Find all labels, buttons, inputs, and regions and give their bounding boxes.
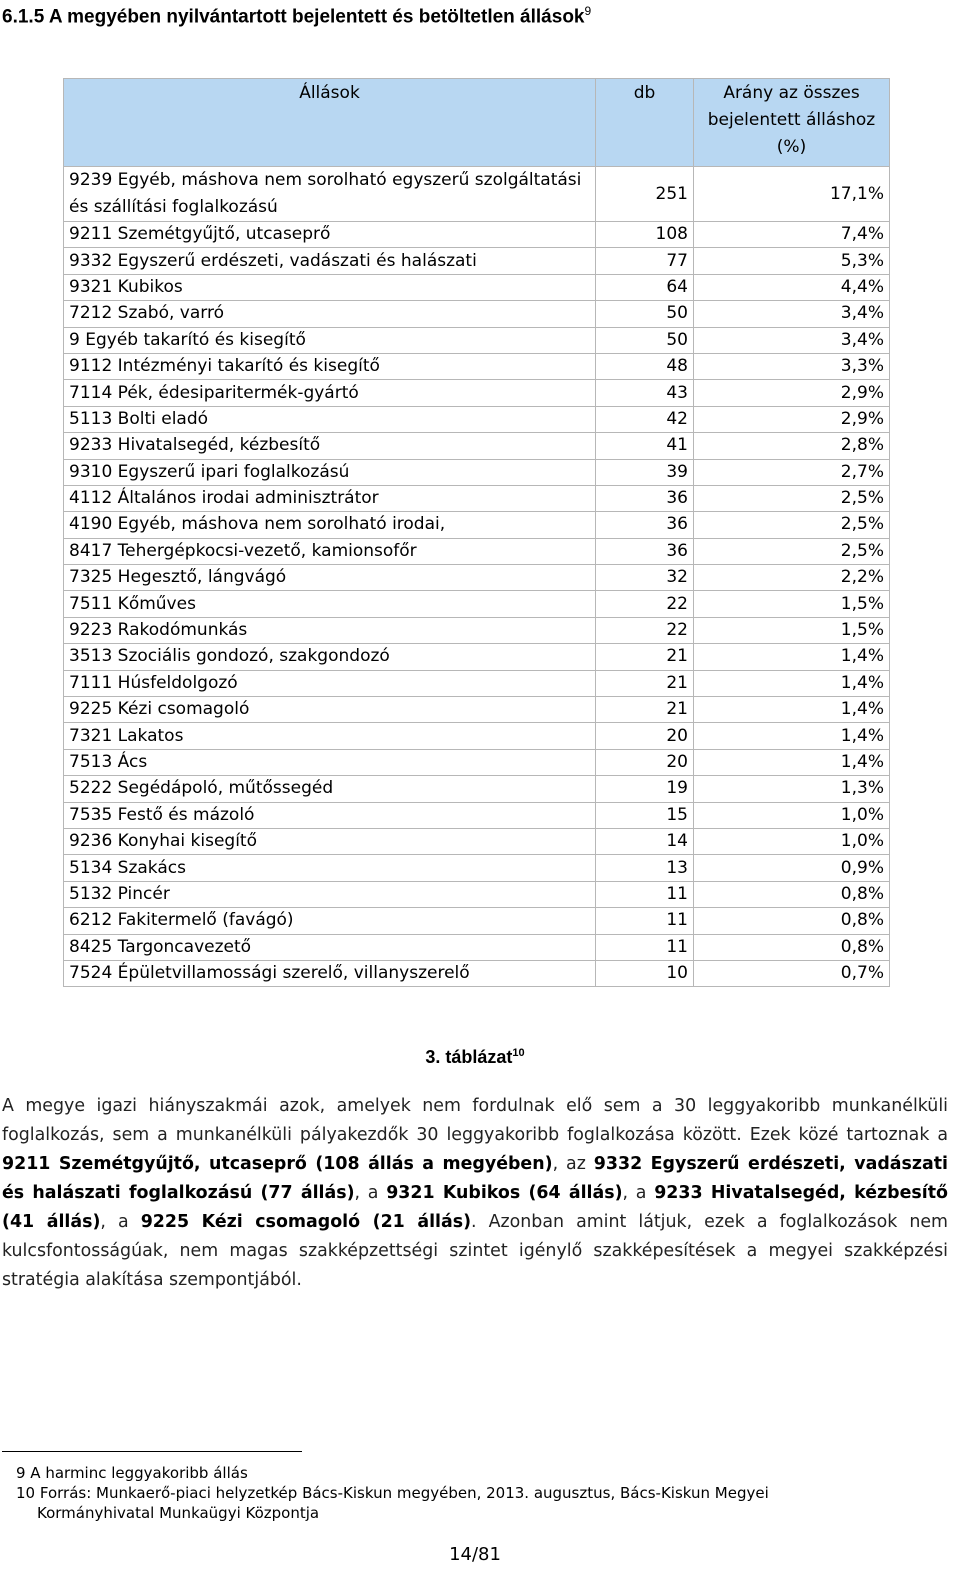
ratio-cell: 2,9%	[694, 380, 890, 406]
count-cell: 10	[596, 960, 694, 986]
table-row	[64, 301, 890, 327]
table-row	[64, 934, 890, 960]
count-cell: 19	[596, 776, 694, 802]
page-number: 14/81	[449, 1544, 501, 1565]
ratio-cell: 2,5%	[694, 538, 890, 564]
table-row	[64, 881, 890, 907]
job-cell: 5132 Pincér	[64, 881, 596, 907]
count-cell: 108	[596, 222, 694, 248]
table-row	[64, 538, 890, 564]
table-row	[64, 802, 890, 828]
table-row	[64, 485, 890, 511]
ratio-cell: 0,8%	[694, 908, 890, 934]
ratio-cell: 4,4%	[694, 274, 890, 300]
job-cell: 9321 Kubikos	[64, 274, 596, 300]
paragraph-emphasis: 9332 Egyszerű erdészeti, vadászati és halászati foglalkozású (77 állás)	[2, 1154, 948, 1203]
table-caption	[0, 1047, 950, 1068]
ratio-cell: 2,5%	[694, 485, 890, 511]
ratio-cell: 1,3%	[694, 776, 890, 802]
ratio-cell: 1,4%	[694, 670, 890, 696]
footnote-10	[16, 1483, 948, 1523]
job-cell: 7212 Szabó, varró	[64, 301, 596, 327]
count-cell: 15	[596, 802, 694, 828]
ratio-cell: 3,4%	[694, 301, 890, 327]
job-cell: 8417 Tehergépkocsi-vezető, kamionsofőr	[64, 538, 596, 564]
footnote-10-line2: Kormányhivatal Munkaügyi Központja	[37, 1504, 320, 1522]
paragraph-text: , a	[354, 1183, 387, 1203]
paragraph-emphasis: 9321 Kubikos (64 állás)	[386, 1183, 623, 1203]
table-row	[64, 248, 890, 274]
table-body	[64, 167, 890, 987]
ratio-cell: 7,4%	[694, 222, 890, 248]
job-cell: 4112 Általános irodai adminisztrátor	[64, 485, 596, 511]
ratio-cell: 3,3%	[694, 353, 890, 379]
table-row	[64, 617, 890, 643]
job-cell: 9310 Egyszerű ipari foglalkozású	[64, 459, 596, 485]
ratio-cell: 2,8%	[694, 433, 890, 459]
ratio-cell: 1,0%	[694, 828, 890, 854]
count-cell: 50	[596, 301, 694, 327]
paragraph-text: , az	[552, 1154, 594, 1174]
footnote-divider	[2, 1451, 302, 1452]
table-row	[64, 167, 890, 222]
job-cell: 5222 Segédápoló, műtőssegéd	[64, 776, 596, 802]
ratio-cell: 1,5%	[694, 617, 890, 643]
table-row	[64, 433, 890, 459]
ratio-cell: 1,4%	[694, 644, 890, 670]
paragraph-emphasis: 9233 Hivatalsegéd, kézbesítő (41 állás)	[2, 1183, 948, 1232]
ratio-cell: 2,2%	[694, 565, 890, 591]
header-db: db	[596, 79, 694, 167]
table-row	[64, 855, 890, 881]
count-cell: 21	[596, 644, 694, 670]
header-ratio: Arány az összes bejelentett álláshoz (%)	[694, 79, 890, 167]
table-row	[64, 380, 890, 406]
count-cell: 32	[596, 565, 694, 591]
ratio-cell: 2,7%	[694, 459, 890, 485]
table-row	[64, 960, 890, 986]
count-cell: 11	[596, 908, 694, 934]
count-cell: 21	[596, 697, 694, 723]
job-cell: 5134 Szakács	[64, 855, 596, 881]
footnote-9: 9 A harminc leggyakoribb állás	[16, 1464, 248, 1482]
count-cell: 13	[596, 855, 694, 881]
table-row	[64, 274, 890, 300]
table-row	[64, 353, 890, 379]
count-cell: 48	[596, 353, 694, 379]
footnote-ref-10: 10	[512, 1047, 525, 1059]
table-row	[64, 670, 890, 696]
ratio-cell: 17,1%	[694, 167, 890, 222]
job-cell: 7111 Húsfeldolgozó	[64, 670, 596, 696]
count-cell: 22	[596, 591, 694, 617]
ratio-cell: 5,3%	[694, 248, 890, 274]
body-paragraph	[2, 1092, 948, 1295]
job-cell: 7114 Pék, édesiparitermék-gyártó	[64, 380, 596, 406]
count-cell: 42	[596, 406, 694, 432]
header-jobs: Állások	[64, 79, 596, 167]
jobs-table	[63, 78, 890, 987]
job-cell: 7535 Festő és mázoló	[64, 802, 596, 828]
paragraph-emphasis: 9225 Kézi csomagoló (21 állás)	[140, 1212, 472, 1232]
ratio-cell: 2,9%	[694, 406, 890, 432]
table-row	[64, 565, 890, 591]
table-row	[64, 327, 890, 353]
count-cell: 77	[596, 248, 694, 274]
count-cell: 43	[596, 380, 694, 406]
count-cell: 20	[596, 749, 694, 775]
job-cell: 3513 Szociális gondozó, szakgondozó	[64, 644, 596, 670]
table-row	[64, 406, 890, 432]
job-cell: 9233 Hivatalsegéd, kézbesítő	[64, 433, 596, 459]
paragraph-text: . Azonban amint látjuk, ezek a foglalkozások nem kulcsfontosságúak, nem magas szakképzettségi szintet igénylő szakképesítések a megyei szakképzési stratégia alakítása szempontjából.	[2, 1212, 948, 1290]
table-row	[64, 512, 890, 538]
count-cell: 20	[596, 723, 694, 749]
job-cell: 7513 Ács	[64, 749, 596, 775]
ratio-cell: 3,4%	[694, 327, 890, 353]
job-cell: 6212 Fakitermelő (favágó)	[64, 908, 596, 934]
count-cell: 11	[596, 881, 694, 907]
ratio-cell: 1,4%	[694, 749, 890, 775]
ratio-cell: 0,7%	[694, 960, 890, 986]
footnote-ref-9: 9	[584, 4, 592, 18]
job-cell: 9239 Egyéb, máshova nem sorolható egyszerű szolgáltatási és szállítási foglalkozású	[64, 167, 596, 222]
job-cell: 9 Egyéb takarító és kisegítő	[64, 327, 596, 353]
job-cell: 7321 Lakatos	[64, 723, 596, 749]
count-cell: 36	[596, 538, 694, 564]
count-cell: 36	[596, 512, 694, 538]
table-row	[64, 459, 890, 485]
count-cell: 14	[596, 828, 694, 854]
footnote-10-line1: 10 Forrás: Munkaerő-piaci helyzetkép Bács-Kiskun megyében, 2013. augusztus, Bács-Kiskun Megyei	[16, 1484, 769, 1502]
ratio-cell: 1,4%	[694, 697, 890, 723]
job-cell: 9225 Kézi csomagoló	[64, 697, 596, 723]
job-cell: 7325 Hegesztő, lángvágó	[64, 565, 596, 591]
job-cell: 9112 Intézményi takarító és kisegítő	[64, 353, 596, 379]
ratio-cell: 1,5%	[694, 591, 890, 617]
count-cell: 50	[596, 327, 694, 353]
job-cell: 7511 Kőműves	[64, 591, 596, 617]
table-caption-text: 3. táblázat	[425, 1047, 513, 1067]
paragraph-text: , a	[622, 1183, 655, 1203]
table-row	[64, 749, 890, 775]
table-row	[64, 697, 890, 723]
paragraph-text: A megye igazi hiányszakmái azok, amelyek nem fordulnak elő sem a 30 leggyakoribb munkanélküli foglalkozás, sem a munkanélküli pályakezdők 30 leggyakoribb foglalkozása között. Ezek közé tartoznak a	[2, 1096, 948, 1145]
table-row	[64, 723, 890, 749]
ratio-cell: 1,0%	[694, 802, 890, 828]
job-cell: 4190 Egyéb, máshova nem sorolható irodai,	[64, 512, 596, 538]
ratio-cell: 2,5%	[694, 512, 890, 538]
count-cell: 22	[596, 617, 694, 643]
paragraph-text: , a	[100, 1212, 141, 1232]
table-row	[64, 644, 890, 670]
job-cell: 9211 Szemétgyűjtő, utcaseprő	[64, 222, 596, 248]
count-cell: 41	[596, 433, 694, 459]
section-heading	[2, 4, 591, 28]
count-cell: 36	[596, 485, 694, 511]
paragraph-emphasis: 9211 Szemétgyűjtő, utcaseprő (108 állás a megyében)	[2, 1154, 553, 1174]
table-row	[64, 591, 890, 617]
section-heading-text: 6.1.5 A megyében nyilvántartott bejelentett és betöltetlen állások	[2, 6, 585, 28]
ratio-cell: 1,4%	[694, 723, 890, 749]
count-cell: 251	[596, 167, 694, 222]
table-row	[64, 222, 890, 248]
ratio-cell: 0,8%	[694, 881, 890, 907]
job-cell: 5113 Bolti eladó	[64, 406, 596, 432]
job-cell: 9223 Rakodómunkás	[64, 617, 596, 643]
job-cell: 8425 Targoncavezető	[64, 934, 596, 960]
ratio-cell: 0,9%	[694, 855, 890, 881]
table-row	[64, 776, 890, 802]
table-row	[64, 828, 890, 854]
job-cell: 9332 Egyszerű erdészeti, vadászati és halászati	[64, 248, 596, 274]
count-cell: 11	[596, 934, 694, 960]
job-cell: 9236 Konyhai kisegítő	[64, 828, 596, 854]
table-header-row	[64, 79, 890, 167]
count-cell: 39	[596, 459, 694, 485]
ratio-cell: 0,8%	[694, 934, 890, 960]
table-row	[64, 908, 890, 934]
count-cell: 21	[596, 670, 694, 696]
job-cell: 7524 Épületvillamossági szerelő, villanyszerelő	[64, 960, 596, 986]
count-cell: 64	[596, 274, 694, 300]
